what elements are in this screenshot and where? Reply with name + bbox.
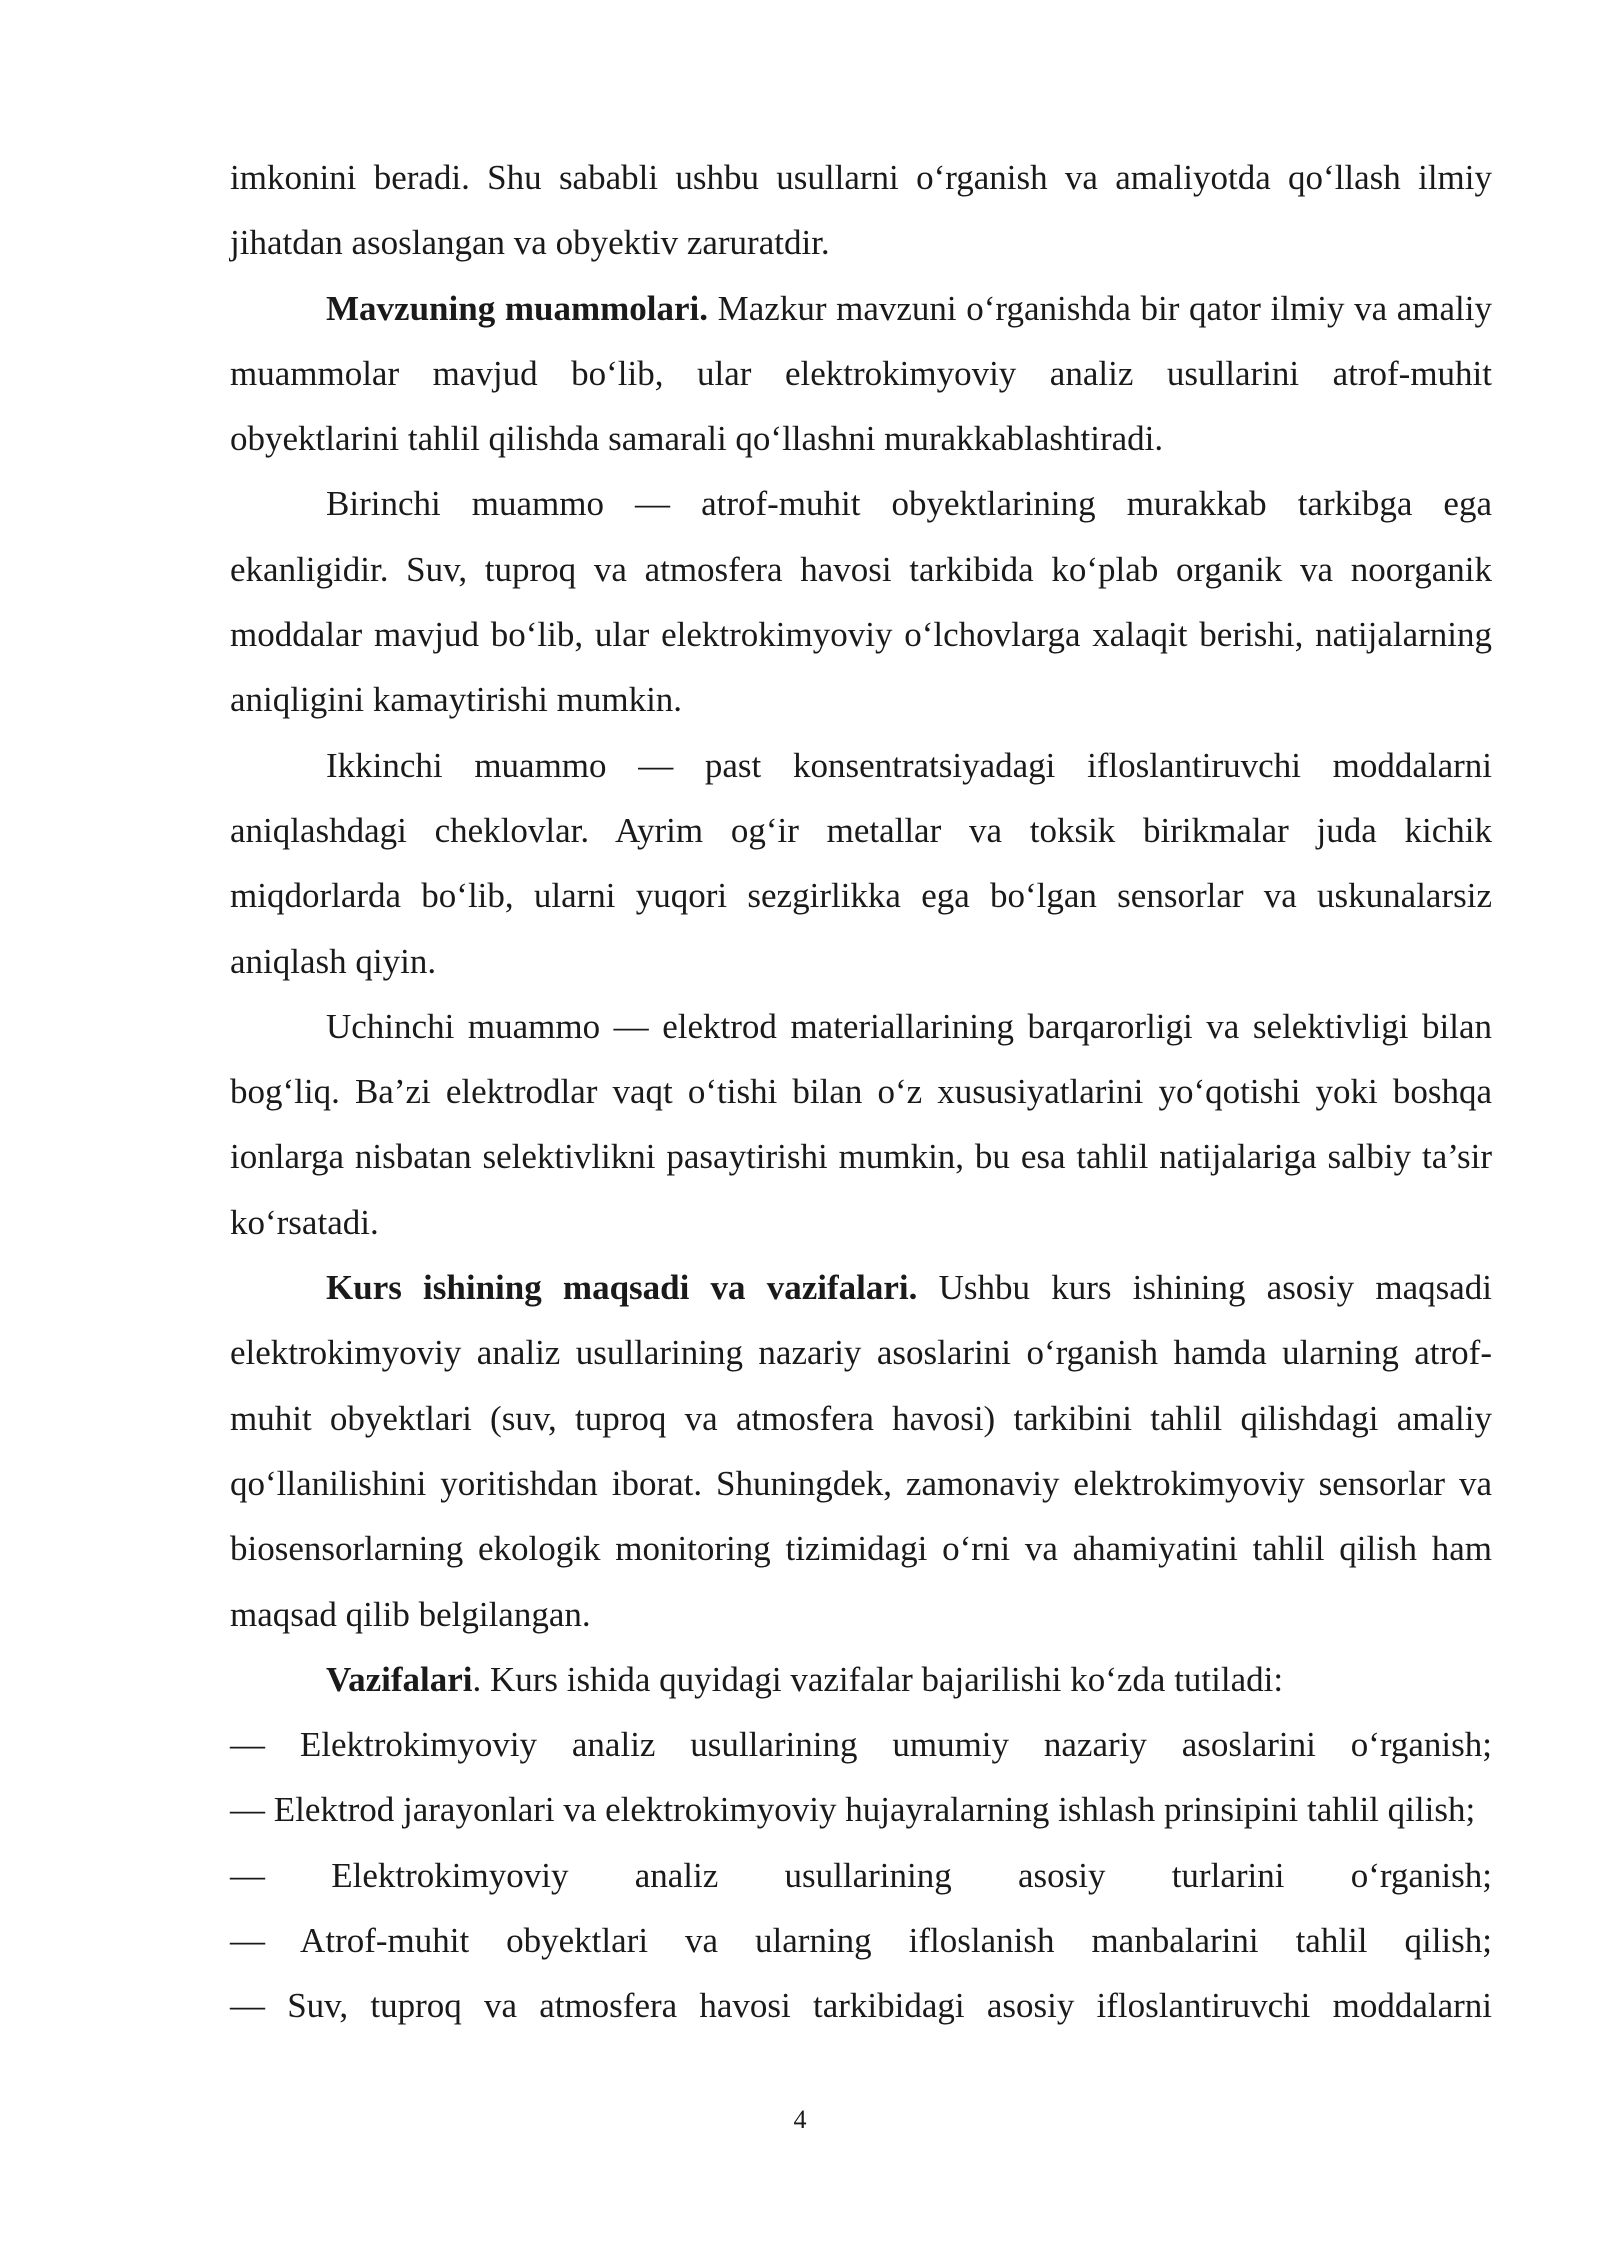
paragraph-intro: imkonini beradi. Shu sababli ushbu usullarni o‘rganish va amaliyotda qo‘llash ilmiy jihatdan asoslangan va obyektiv zaruratdir. xyxy=(230,158,1492,263)
paragraph-first-problem: Birinchi muammo — atrof-muhit obyektlarining murakkab tarkibga ega ekanligidir. Suv, tuproq va atmosfera havosi tarkibida ko‘plab organik va noorganik moddalar mavjud bo‘lib, ular elektrokimyoviy o‘lchovlarga xalaqit berishi, natijalarning aniqligini kamaytirishi mumkin. xyxy=(230,484,1492,720)
paragraph-goal-text: Ushbu kurs ishining asosiy maqsadi elektrokimyoviy analiz usullarining nazariy asoslarini o‘rganish hamda ularning atrof-muhit obyektlari (suv, tuproq va atmosfera havosi) tarkibini tahlil qilishdagi amaliy qo‘llanilishini yoritishdan iborat. Shuningdek, zamonaviy elektrokimyoviy sensorlar va biosensorlarning ekologik monitoring tizimidagi o‘rni va ahamiyatini tahlil qilish ham maqsad qilib belgilangan. xyxy=(230,1268,1492,1634)
heading-goal: Kurs ishining maqsadi va vazifalari. xyxy=(326,1268,918,1308)
paragraph-problems-text: Mazkur mavzuni o‘rganishda bir qator ilmiy va amaliy muammolar mavjud bo‘lib, ular elektrokimyoviy analiz usullarini atrof-muhit obyektlarini tahlil qilishda samarali qo‘llashni murakkablashtiradi. xyxy=(230,288,1493,459)
paragraph-third-problem: Uchinchi muammo — elektrod materiallarining barqarorligi va selektivligi bilan bog‘liq. Ba’zi elektrodlar vaqt o‘tishi bilan o‘z xususiyatlarini yo‘qotishi yoki boshqa ionlarga nisbatan selektivlikni pasaytirishi mumkin, bu esa tahlil natijalariga salbiy ta’sir ko‘rsatadi. xyxy=(230,1006,1492,1242)
page-number: 4 xyxy=(793,2105,807,2134)
paragraph-goal xyxy=(230,1255,1492,1647)
heading-problems: Mavzuning muammolari. xyxy=(326,288,708,328)
task-item: — Elektrokimyoviy analiz usullarining asosiy turlarini o‘rganish; xyxy=(230,1855,1492,1895)
paragraph-tasks-intro-text: . Kurs ishida quyidagi vazifalar bajarilishi ko‘zda tutiladi: xyxy=(472,1659,1284,1699)
heading-tasks: Vazifalari xyxy=(326,1659,473,1699)
document-page xyxy=(230,145,1492,2039)
paragraph-problems xyxy=(230,276,1492,472)
task-item: — Suv, tuproq va atmosfera havosi tarkibidagi asosiy ifloslantiruvchi moddalarni xyxy=(230,1986,1492,2026)
task-item: — Elektrod jarayonlari va elektrokimyoviy hujayralarning ishlash prinsipini tahlil qilish; xyxy=(230,1790,1476,1830)
paragraph-second-problem: Ikkinchi muammo — past konsentratsiyadagi ifloslantiruvchi moddalarni aniqlashdagi cheklovlar. Ayrim og‘ir metallar va toksik birikmalar juda kichik miqdorlarda bo‘lib, ularni yuqori sezgirlikka ega bo‘lgan sensorlar va uskunalarsiz aniqlash qiyin. xyxy=(230,745,1492,981)
task-item: — Elektrokimyoviy analiz usullarining umumiy nazariy asoslarini o‘rganish; xyxy=(230,1725,1492,1765)
task-item: — Atrof-muhit obyektlari va ularning ifloslanish manbalarini tahlil qilish; xyxy=(230,1921,1492,1961)
paragraph-tasks-intro xyxy=(230,1647,1492,1712)
